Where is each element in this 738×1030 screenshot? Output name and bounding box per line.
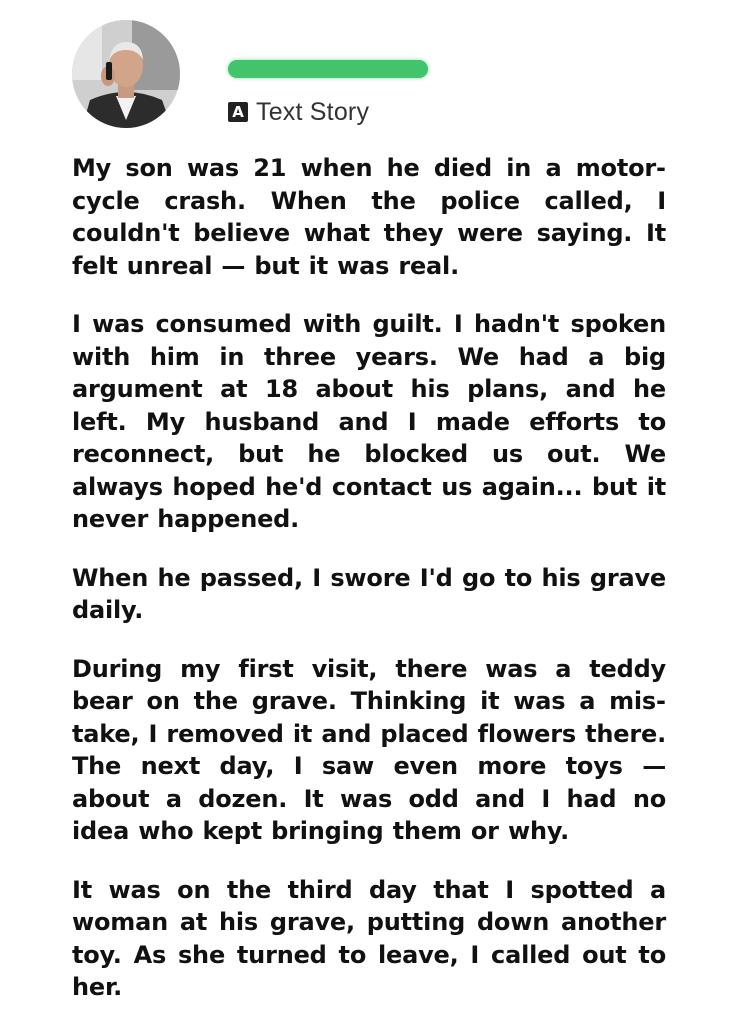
story-paragraph: When he passed, I swore I'd go to his grave daily.: [72, 563, 666, 624]
story-type-label: Text Story: [256, 98, 370, 126]
avatar[interactable]: [72, 20, 180, 128]
story-paragraph: During my first visit, there was a teddy bear on the grave. Thinking it was a mistake, I removed it and placed flowers there. The next day, I saw even more toys — about a dozen. It was odd and I had no idea who kept bringing them or why.: [72, 654, 666, 845]
story-paragraph: It was on the third day that I spotted a woman at his grave, putting down another toy. As she turned to leave, I called out to her.: [72, 875, 666, 1001]
text-story-icon: A: [228, 102, 248, 122]
story-paragraph: My son was 21 when he died in a motorcycle crash. When the police called, I couldn't believe what they were saying. It felt unreal — but it was real.: [72, 154, 666, 280]
avatar-man-on-phone-icon: [72, 20, 180, 128]
story-body: [72, 152, 666, 1030]
name-redaction: [228, 60, 428, 78]
story-header: [72, 20, 672, 130]
story-paragraph: I was consumed with guilt. I hadn't spoken with him in three years. We had a big argument at 18 about his plans, and he left. My husband and I made efforts to reconnect, but he blocked us out. We always hoped he'd contact us again... but it never happened.: [72, 310, 666, 533]
story-type-tag: [228, 99, 369, 125]
